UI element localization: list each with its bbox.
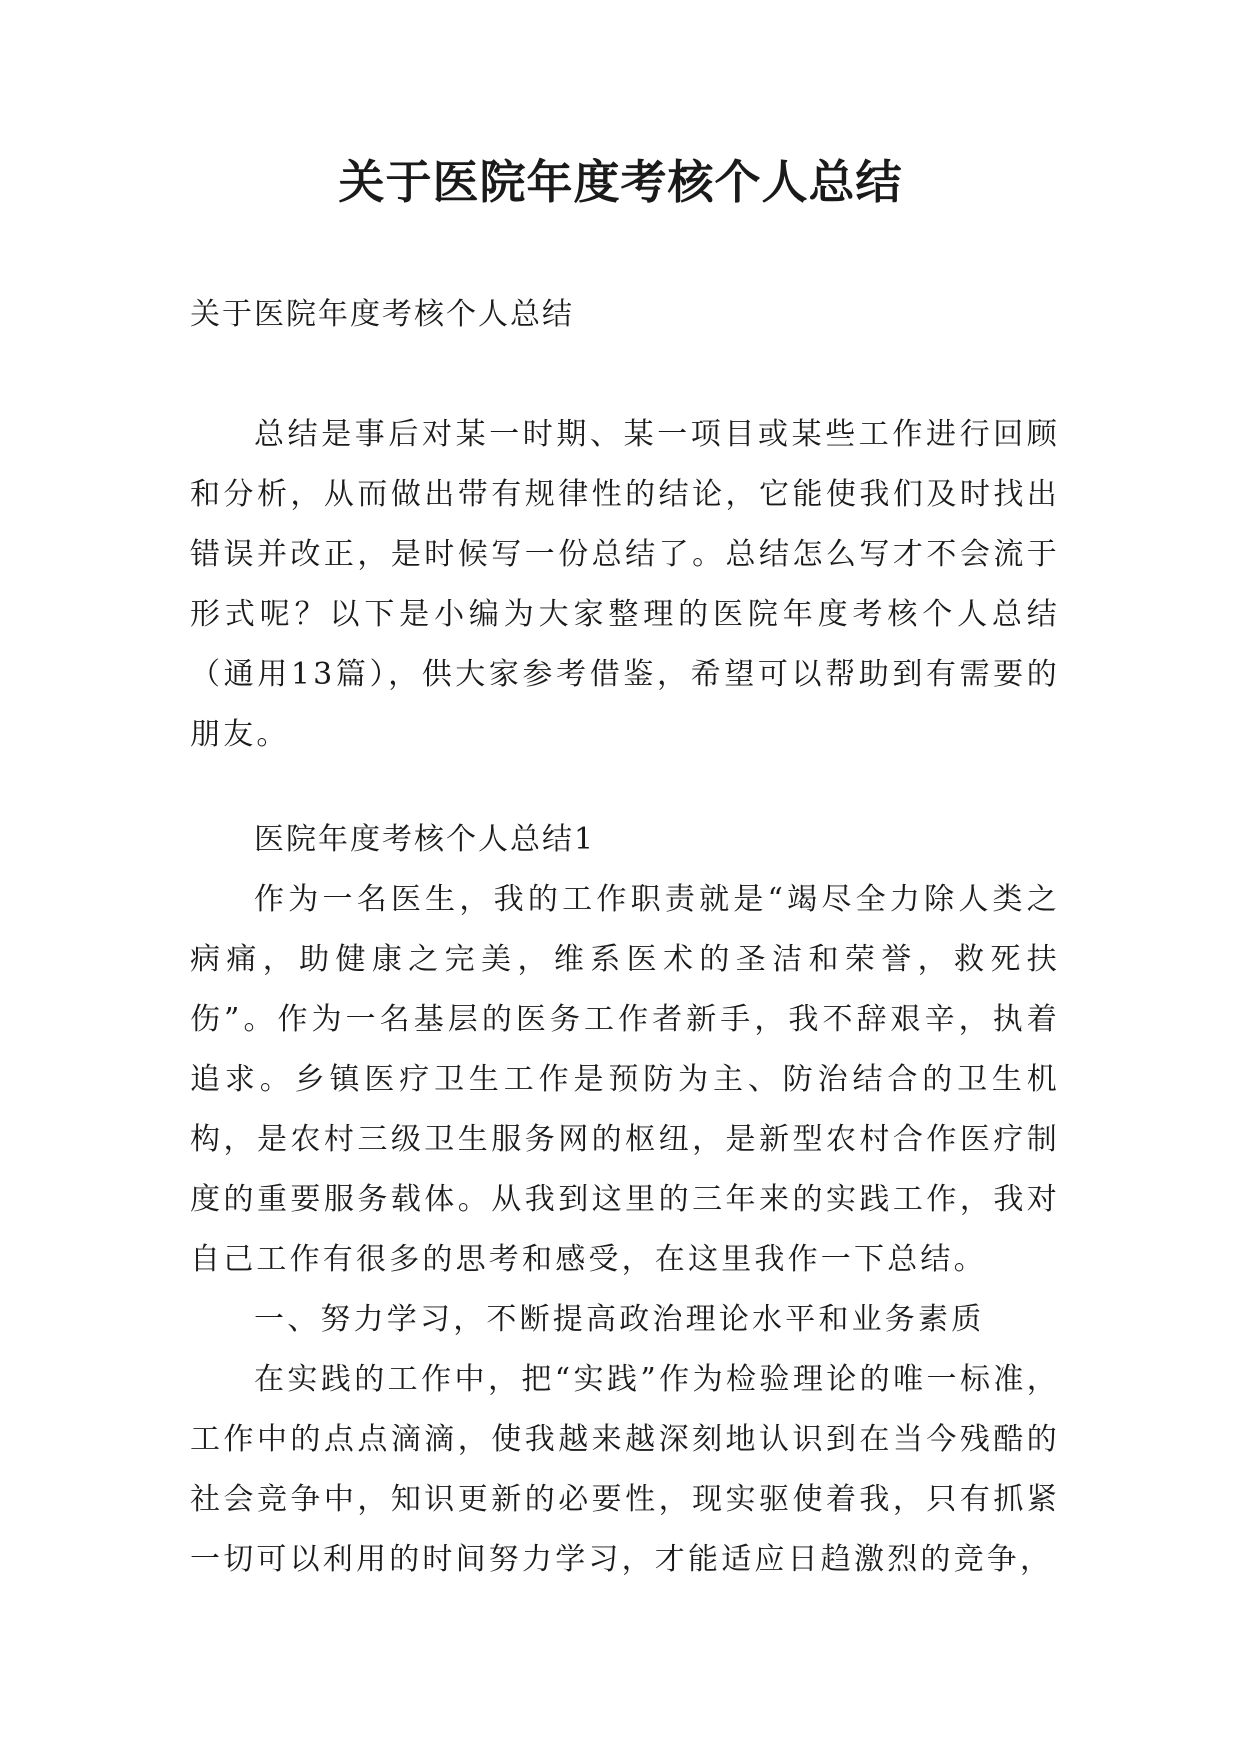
- subsection-heading: 一、努力学习，不断提高政治理论水平和业务素质: [254, 1302, 985, 1337]
- document-subtitle: 关于医院年度考核个人总结: [190, 297, 574, 332]
- section-paragraph-2: 在实践的工作中，把“实践”作为检验理论的唯一标准，工作中的点点滴滴，使我越来越深刻地认识到在当今残酷的社会竞争中，知识更新的必要性，现实驱使着我，只有抓紧一切可以利用的时间努力学习，才能适应日趋激烈的竞争，: [190, 1362, 1060, 1577]
- document-title: 关于医院年度考核个人总结: [338, 155, 903, 209]
- intro-paragraph: 总结是事后对某一时期、某一项目或某些工作进行回顾和分析，从而做出带有规律性的结论，它能使我们及时找出错误并改正，是时候写一份总结了。总结怎么写才不会流于形式呢？以下是小编为大家整理的医院年度考核个人总结（通用13篇），供大家参考借鉴，希望可以帮助到有需要的朋友。: [190, 417, 1060, 752]
- section-paragraph-1: 作为一名医生，我的工作职责就是“竭尽全力除人类之病痛，助健康之完美，维系医术的圣洁和荣誉，救死扶伤”。作为一名基层的医务工作者新手，我不辞艰辛，执着追求。乡镇医疗卫生工作是预防为主、防治结合的卫生机构，是农村三级卫生服务网的枢纽，是新型农村合作医疗制度的重要服务载体。从我到这里的三年来的实践工作，我对自己工作有很多的思考和感受，在这里我作一下总结。: [190, 882, 1060, 1277]
- section-heading: 医院年度考核个人总结1: [254, 822, 596, 857]
